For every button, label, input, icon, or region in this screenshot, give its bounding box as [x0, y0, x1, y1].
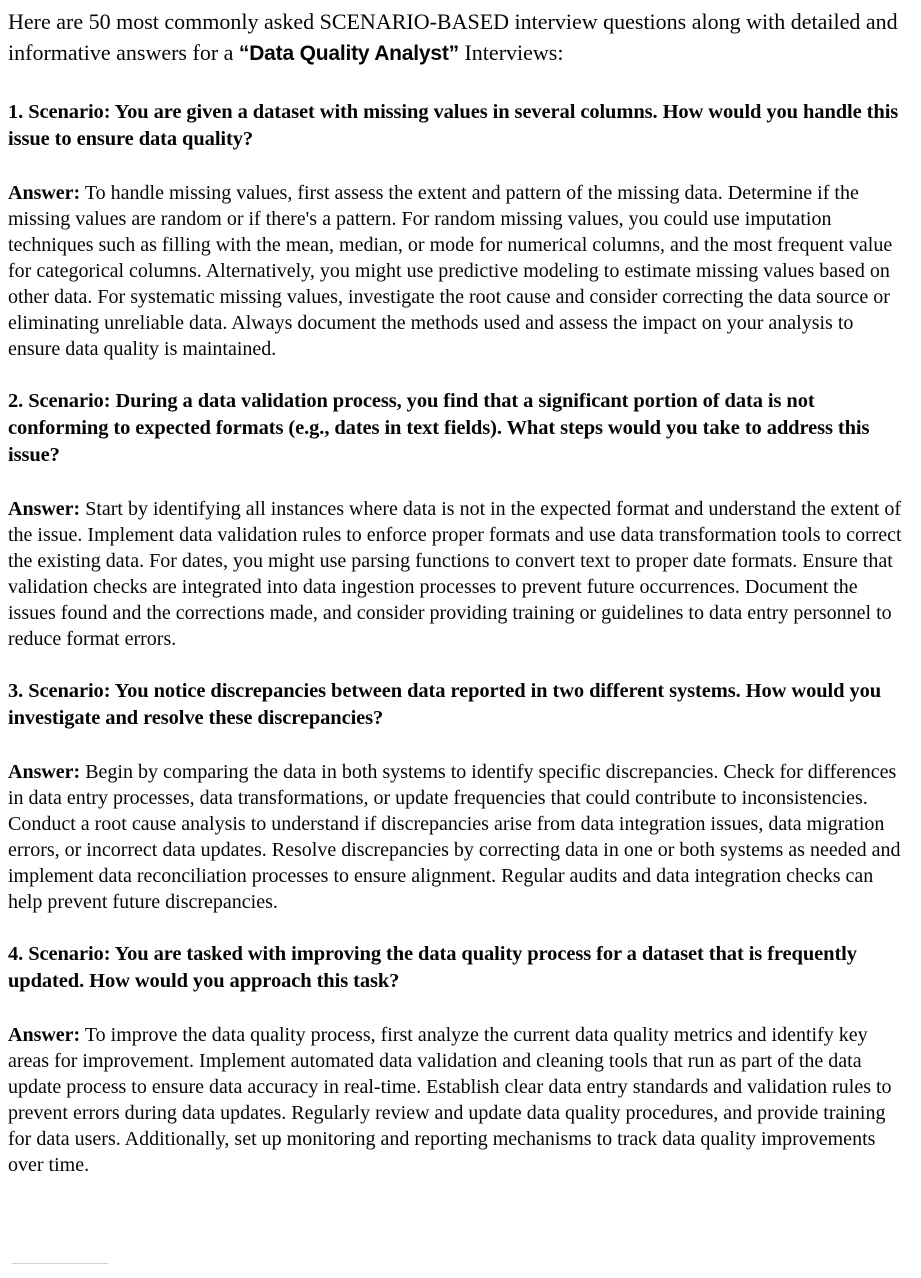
answer-1 [8, 180, 907, 362]
question-3: 3. Scenario: You notice discrepancies between data reported in two different systems. How would you investigate and resolve these discrepancies? [8, 680, 882, 729]
answer-3-label: Answer: [8, 761, 81, 783]
intro-role-highlight: “Data Quality Analyst” [238, 42, 459, 65]
question-1: 1. Scenario: You are given a dataset with missing values in several columns. How would you handle this issue to ensure data quality? [8, 101, 899, 150]
question-4: 4. Scenario: You are tasked with improving the data quality process for a dataset that is frequently updated. How would you approach this task? [8, 943, 857, 992]
answer-2-text: Start by identifying all instances where data is not in the expected format and understand the extent of the issue. Implement data validation rules to enforce proper formats and use data transformation tools to correct the existing data. For dates, you might use parsing functions to convert text to proper date formats. Ensure that validation checks are integrated into data ingestion processes to prevent future occurrences. Document the issues found and the corrections made, and consider providing training or guidelines to data entry personnel to reduce format errors. [8, 498, 902, 650]
answer-1-text: To handle missing values, first assess the extent and pattern of the missing data. Determine if the missing values are random or if there's a pattern. For random missing values, you could use imputation techniques such as filling with the mean, median, or mode for numerical columns, and the most frequent value for categorical columns. Alternatively, you might use predictive modeling to estimate missing values based on other data. For systematic missing values, investigate the root cause and consider correcting the data source or eliminating unreliable data. Always document the methods used and assess the impact on your analysis to ensure data quality is maintained. [8, 182, 893, 360]
intro-paragraph [8, 6, 907, 69]
qa-block-3 [8, 678, 907, 915]
question-2: 2. Scenario: During a data validation process, you find that a significant portion of data is not conforming to expected formats (e.g., dates in text fields). What steps would you take to address this issue? [8, 390, 870, 466]
answer-4-label: Answer: [8, 1024, 81, 1046]
intro-text-before: Here are 50 most commonly asked SCENARIO-BASED interview questions along with detailed and informative answers for a [8, 9, 898, 65]
answer-3-text: Begin by comparing the data in both systems to identify specific discrepancies. Check for differences in data entry processes, data transformations, or update frequencies that could contribute to inconsistencies. Conduct a root cause analysis to understand if discrepancies arise from data integration issues, data migration errors, or incorrect data updates. Resolve discrepancies by correcting data in one or both systems as needed and implement data reconciliation processes to ensure alignment. Regular audits and data integration checks can help prevent future discrepancies. [8, 761, 901, 913]
answer-4-text: To improve the data quality process, first analyze the current data quality metrics and identify key areas for improvement. Implement automated data validation and cleaning tools that run as part of the data update process to ensure data accuracy in real-time. Establish clear data entry standards and validation rules to prevent errors during data updates. Regularly review and update data quality procedures, and provide training for data users. Additionally, set up monitoring and reporting mechanisms to track data quality improvements over time. [8, 1024, 892, 1176]
qa-block-1 [8, 99, 907, 362]
answer-1-label: Answer: [8, 182, 81, 204]
answer-4 [8, 1022, 907, 1178]
intro-text-after: Interviews: [458, 40, 564, 65]
answer-2-label: Answer: [8, 498, 81, 520]
qa-block-4 [8, 941, 907, 1178]
qa-block-2 [8, 388, 907, 652]
answer-2 [8, 496, 907, 652]
answer-3 [8, 759, 907, 915]
faint-divider-line [12, 1263, 108, 1264]
